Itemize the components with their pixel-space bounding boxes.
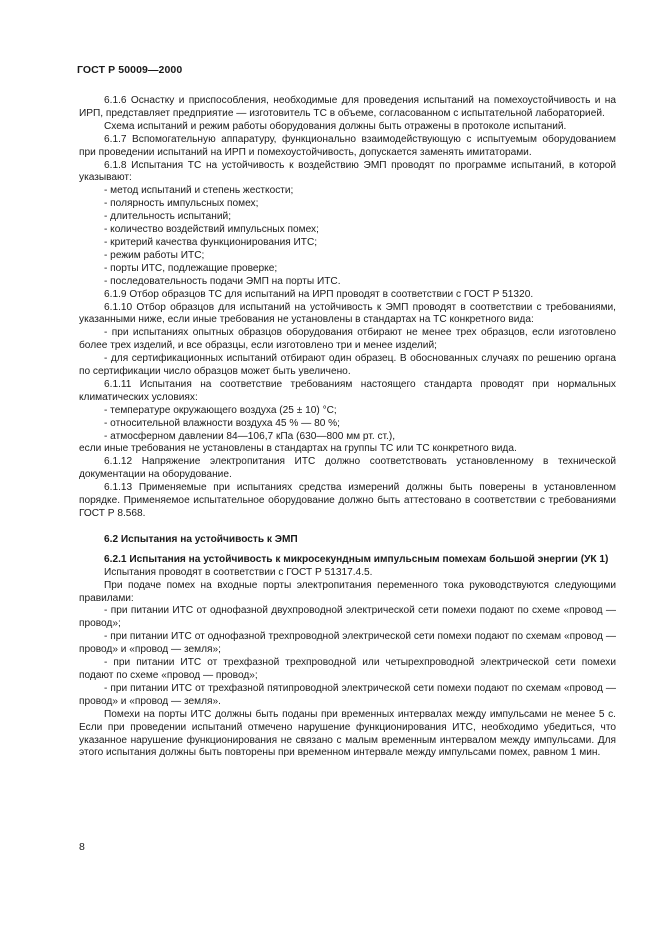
paragraph-6-1-10: 6.1.10 Отбор образцов для испытаний на устойчивость к ЭМП проводят в соответствии с требованиями, указанными ниже, если иные требования не установлены в стандартах на ТС конкретного вида: [79, 301, 616, 326]
paragraph-test-scheme: Схема испытаний и режим работы оборудования должны быть отражены в протоколе испытаний. [104, 120, 567, 132]
list-item: - метод испытаний и степень жесткости; [104, 185, 294, 197]
document-body [79, 95, 616, 760]
paragraph-6-1-13: 6.1.13 Применяемые при испытаниях средства измерений должны быть поверены в установленном порядке. Применяемое испытательное оборудование должно быть аттестовано в соответствии с требованиями ГОСТ Р 8.568. [79, 482, 616, 519]
list-item: - длительность испытаний; [104, 211, 232, 223]
list-item: - полярность импульсных помех; [104, 198, 259, 210]
list-item: - при питании ИТС от однофазной трехпроводной электрической сети помехи подают по схемам «провод — провод» и «провод — земля»; [79, 631, 616, 656]
list-item: - количество воздействий импульсных помех; [104, 224, 319, 236]
list-item: - порты ИТС, подлежащие проверке; [104, 262, 278, 274]
list-item: - при питании ИТС от однофазной двухпроводной электрической сети помехи подают по схеме «провод — провод»; [79, 605, 616, 630]
section-heading-6-2: 6.2 Испытания на устойчивость к ЭМП [104, 533, 298, 545]
paragraph-standard-ref: Испытания проводят в соответствии с ГОСТ Р 51317.4.5. [104, 566, 373, 578]
paragraph-6-1-11: 6.1.11 Испытания на соответствие требованиям настоящего стандарта проводят при нормальных климатических условиях: [79, 378, 616, 403]
page-number: 8 [79, 841, 85, 853]
list-item: - атмосферном давлении 84—106,7 кПа (630—800 мм рт. ст.), [104, 430, 396, 442]
list-item: - режим работы ИТС; [104, 249, 205, 261]
paragraph-rules-intro: При подаче помех на входные порты электропитания переменного тока руководствуются следующими правилами: [79, 579, 616, 604]
list-item: - при питании ИТС от трехфазной трехпроводной или четырехпроводной электрической сети помехи подают по схеме «провод — провод»; [79, 657, 616, 681]
section-spacer [79, 521, 616, 534]
paragraph-6-1-9: 6.1.9 Отбор образцов ТС для испытаний на ИРП проводят в соответствии с ГОСТ Р 51320. [104, 288, 534, 300]
list-item: - последовательность подачи ЭМП на порты ИТС. [104, 275, 341, 287]
paragraph-6-1-6: 6.1.6 Оснастку и приспособления, необходимые для проведения испытаний на помехоустойчивость и на ИРП, представляет предприятие — изготовитель ТС в объеме, согласованном с испытательной лабораторией. [79, 95, 616, 119]
list-item: - при испытаниях опытных образцов оборудования отбирают не менее трех образцов, если изготовлено более трех изделий, и все образцы, если изготовлено три и менее изделий; [79, 327, 616, 352]
section-spacer [79, 547, 616, 554]
paragraph-conditions-note: если иные требования не установлены в стандартах на группы ТС или ТС конкретного вида. [79, 443, 517, 455]
list-item: - для сертификационных испытаний отбирают один образец. В обоснованных случаях по решению органа по сертификации число образцов может быть увеличено. [79, 353, 616, 378]
paragraph-6-1-12: 6.1.12 Напряжение электропитания ИТС должно соответствовать установленному в технической документации на оборудование. [79, 456, 616, 481]
paragraph-pulse-interval: Помехи на порты ИТС должны быть поданы при временных интервалах между импульсами не менее 5 с. Если при проведении испытаний отмечено нарушение функционирования ИТС, необходимо убедиться, что указанное нарушение функционирования не связано с малым временным интервалом между импульсами. Для этого испытания должны быть повторены при временном интервале между импульсами помех, равном 1 мин. [79, 708, 616, 759]
list-item: - при питании ИТС от трехфазной пятипроводной электрической сети помехи подают по схемам «провод — провод» и «провод — земля». [79, 682, 616, 707]
list-item: - критерий качества функционирования ИТС; [104, 236, 318, 248]
paragraph-6-1-7: 6.1.7 Вспомогательную аппаратуру, функционально взаимодействующую с испытуемым оборудованием при проведении испытаний на ИРП и помехоустойчивость, допускается заменять имитаторами. [79, 133, 616, 158]
list-item: - относительной влажности воздуха 45 % — 80 %; [104, 417, 340, 429]
list-item: - температуре окружающего воздуха (25 ± 10) °С; [104, 404, 337, 416]
subsection-heading-6-2-1: 6.2.1 Испытания на устойчивость к микросекундным импульсным помехам большой энергии (УК 1) [104, 553, 609, 565]
standard-header: ГОСТ Р 50009—2000 [77, 64, 183, 76]
paragraph-6-1-8: 6.1.8 Испытания ТС на устойчивость к воздействию ЭМП проводят по программе испытаний, в которой указывают: [79, 159, 616, 184]
